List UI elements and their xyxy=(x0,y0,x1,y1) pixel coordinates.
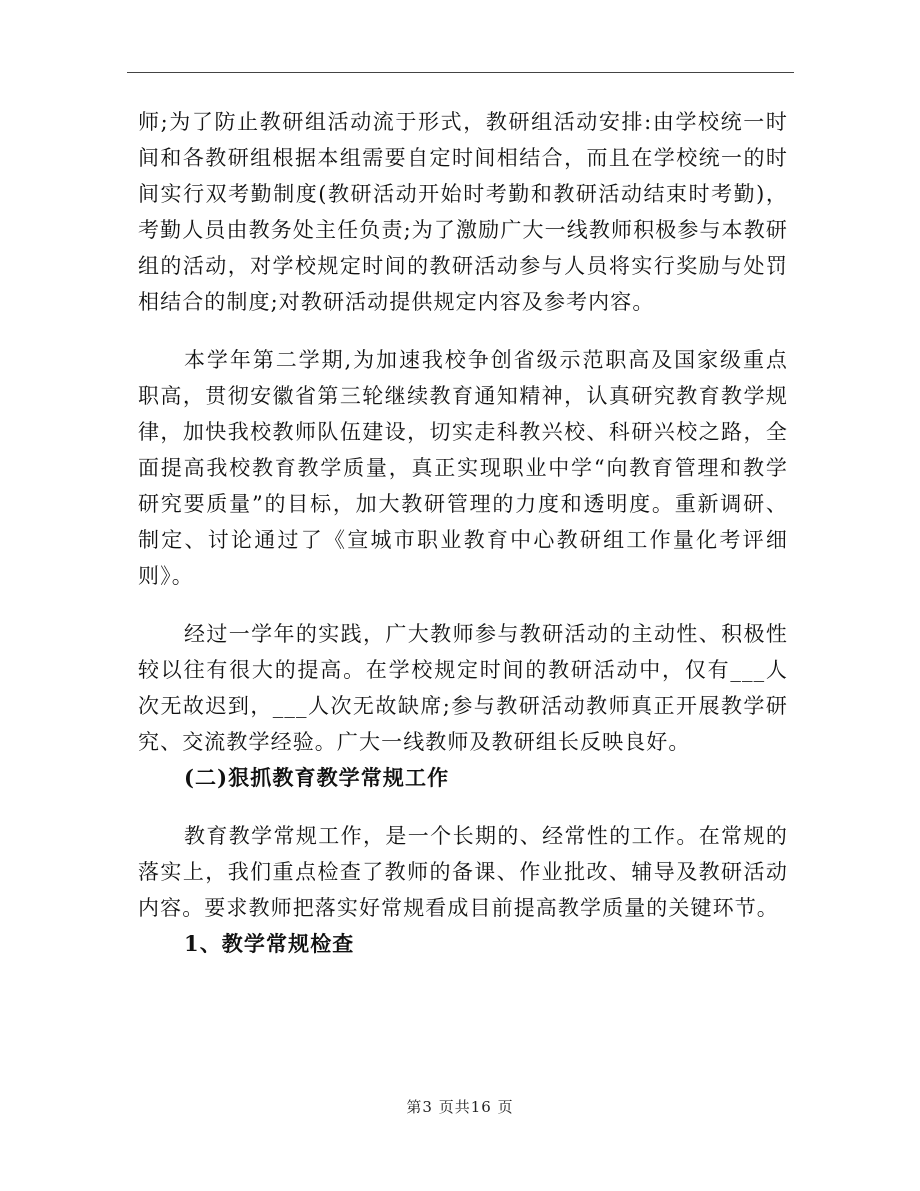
page-number-footer: 第3 页共16 页 xyxy=(406,1098,514,1116)
paragraph-4: 教育教学常规工作，是一个长期的、经常性的工作。在常规的落实上，我们重点检查了教师的备课、作业批改、辅导及教研活动内容。要求教师把落实好常规看成目前提高教学质量的关键环节。 xyxy=(138,824,788,920)
paragraph-2: 本学年第二学期,为加速我校争创省级示范职高及国家级重点职高，贯彻安徽省第三轮继续教育通知精神，认真研究教育教学规律，加快我校教师队伍建设，切实走科教兴校、科研兴校之路，全面提高我校教育教学质量，真正实现职业中学“向教育管理和教学研究要质量”的目标，加大教研管理的力度和透明度。重新调研、制定、讨论通过了《宣城市职业教育中心教研组工作量化考评细则》。 xyxy=(138,348,788,588)
document-body xyxy=(138,104,788,962)
subsection-heading-1: 1、教学常规检查 xyxy=(184,931,355,956)
paragraph-1: 师;为了防止教研组活动流于形式，教研组活动安排:由学校统一时间和各教研组根据本组需要自定时间相结合，而且在学校统一的时间实行双考勤制度(教研活动开始时考勤和教研活动结束时考勤)，考勤人员由教务处主任负责;为了激励广大一线教师积极参与本教研组的活动，对学校规定时间的教研活动参与人员将实行奖励与处罚相结合的制度;对教研活动提供规定内容及参考内容。 xyxy=(138,110,788,314)
paragraph-3: 经过一学年的实践，广大教师参与教研活动的主动性、积极性较以往有很大的提高。在学校规定时间的教研活动中，仅有___人次无故迟到，___人次无故缺席;参与教研活动教师真正开展教学研究、交流教学经验。广大一线教师及教研组长反映良好。 xyxy=(138,622,788,754)
section-heading-2: (二)狠抓教育教学常规工作 xyxy=(184,765,450,790)
header-rule xyxy=(127,72,794,73)
